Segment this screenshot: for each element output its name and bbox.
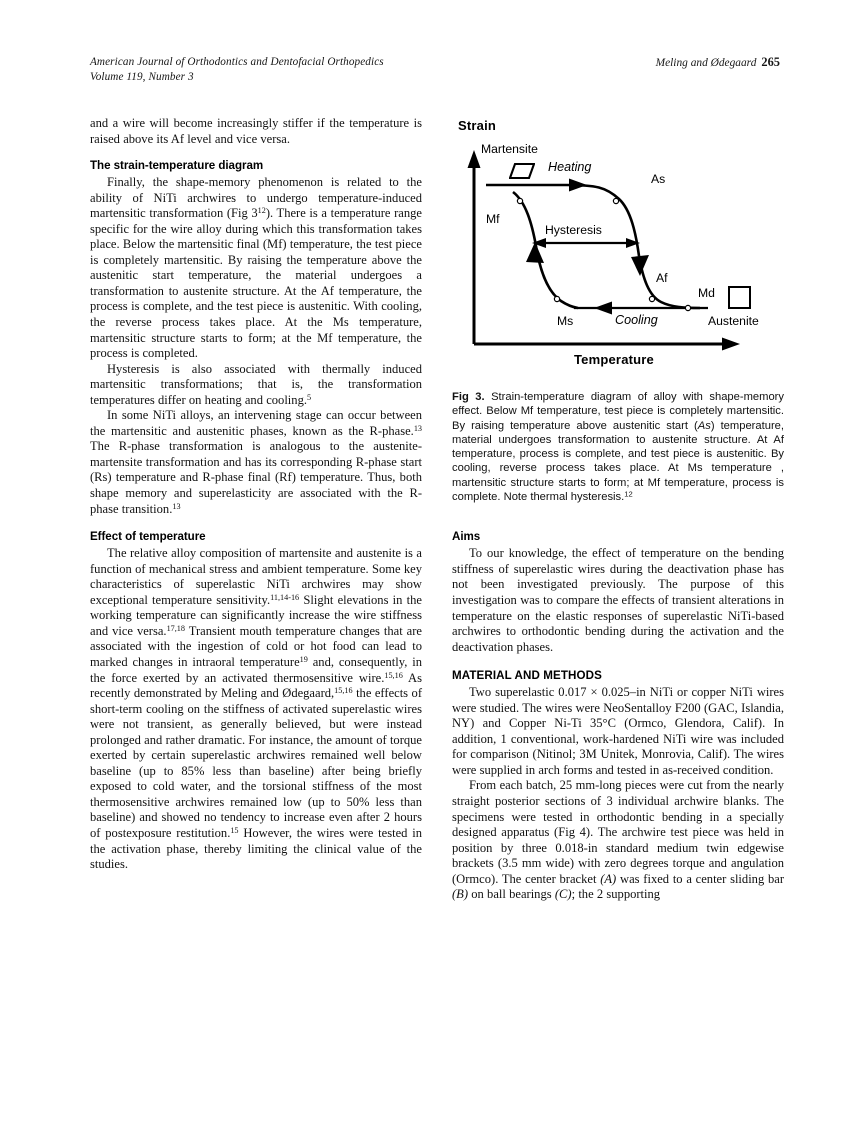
figure-3-caption	[452, 390, 784, 504]
para-temp-part-b: Slight elevations in the working temperature can significantly increase the wire stiffness and vice versa.	[90, 592, 422, 638]
label-heating: Heating	[548, 160, 592, 174]
right-branch-arrowhead	[631, 255, 649, 276]
figure-number: Fig 3.	[452, 391, 485, 403]
caption-part-b: ) temperature, material undergoes transformation to austenite structure. At Af temperature, process is complete, and test piece is austenitic. By cooling, reverse process takes place. At Ms temperature , martensitic structure starts to form; at Mf temperature, process is complete. Note thermal hysteresis.	[452, 419, 784, 504]
x-axis	[474, 338, 740, 351]
austenite-square-icon	[728, 286, 751, 309]
strain-temperature-diagram	[456, 116, 778, 374]
citation-12: 12	[257, 206, 266, 215]
y-axis-title: Strain	[458, 118, 497, 133]
para-temp-part-d: and, consequently, in the force exerted by an activated thermosensitive wire.	[90, 654, 422, 685]
running-head-authors	[656, 55, 780, 70]
citation-5: 5	[306, 392, 312, 402]
para-temp-part-e: As recently demonstrated by Meling and Ødegaard,	[90, 670, 423, 701]
caption-part-a: Strain-temperature diagram of alloy with shape-memory effect. Below Mf temperature, test piece is completely martensitic. By raising temperature above austenitic start (	[452, 391, 784, 432]
para-strain-part-a: Finally, the shape-memory phenomenon is related to the ability of NiTi archwires to undergo temperature-induced martensitic transformation (Fig 3	[90, 175, 422, 221]
para-hysteresis-text: Hysteresis is also associated with thermally induced martensitic transformations; that is, the transformation temperatures differ on heating and cooling.	[90, 361, 422, 407]
running-head	[90, 55, 780, 87]
running-head-journal	[90, 55, 384, 84]
label-mf: Mf	[486, 212, 500, 226]
citation-13-first: 13	[413, 423, 422, 433]
author-names: Meling and Ødegaard	[655, 57, 757, 69]
label-martensite: Martensite	[481, 142, 538, 156]
para-temp-part-f: the effects of short-term cooling on the stiffness of activated superelastic wires were not transient, as generally believed, but were instead prolonged and rather dramatic. For instance, the amount of torque exerted by certain superelastic archwires remained well below baseline (up to 85% less than baseline) after being briefly exposed to cold water, and the torsional stiffness of the most thermosensitive archwires remained low (up to 50% less than baseline) and showed no tendency to increase even after 2 hours of postexposure restitution.	[90, 686, 422, 840]
label-cooling: Cooling	[615, 313, 658, 327]
paragraph-hysteresis	[90, 362, 422, 409]
heading-material-and-methods: MATERIAL AND METHODS	[452, 669, 602, 683]
para-temp-part-c: Transient mouth temperature changes that are associated with the ingestion of cold or hot food can lead to marked changes in intraoral temperature	[90, 623, 422, 669]
citation-15: 15	[230, 825, 239, 835]
citation-19: 19	[299, 654, 308, 664]
para-strain-part-b: ). There is a temperature range specific for the wire alloy during which this transformation takes place. Below the martensitic final (Mf) temperature, the test piece is completely martensitic. By raising the temperature above the austenitic start temperature, the material undergoes a transformation to austenite structure. At the Af temperature, the process is complete, and the test piece is austenitic. With cooling, the reverse process takes place. At the Ms temperature, martensitic structure starts to form; at the Mf temperature, the process is completed.	[90, 206, 422, 361]
paragraph-material-1: Two superelastic 0.017 × 0.025–in NiTi or copper NiTi wires were studied. The wires were NeoSentalloy F200 (GAC, Islandia, NY) and Copper Ni-Ti 35°C (Ormco, Glendora, Calif). In addition, 1 conventional, work-hardened NiTi wire was included for comparison (Nitinol; 3M Unitek, Monrovia, Calif). The wires were supplied in arch forms and tested in as-received condition.	[452, 685, 784, 777]
cooling-curve-left	[513, 192, 578, 308]
label-md: Md	[698, 286, 715, 300]
para-rphase-part-b: The R-phase transformation is analogous to the austenite-martensite transformation and has its corresponding R-phase start (Rs) temperature and R-phase final (Rf) temperature. Thus, both shape memory and superelasticity are associated with the R-phase transition.	[90, 439, 422, 516]
para-temp-part-a: The relative alloy composition of martensite and austenite is a function of mechanical stress and ambient temperature. Some key characteristics of superelastic NiTi archwires may show exceptional temperature sensitivity.	[90, 546, 422, 607]
paragraph-aims: To our knowledge, the effect of temperature on the bending stiffness of superelastic wires during the deactivation phase has not been investigated previously. The purpose of this investigation was to compare the effects of transient alterations in temperature on the elastic responses of superelastic NiTi-based archwires to orthodontic bending during the activation and the deactivation phases.	[452, 546, 784, 654]
hysteresis-arrow	[532, 238, 640, 248]
label-af: Af	[656, 271, 668, 285]
para-material2-part-a: From each batch, 25 mm-long pieces were cut from the nearly straight posterior sections of 3 individual archwire blanks. The specimens were tested in orthodontic bending in a specially designed apparatus (Fig 4). The archwire test piece was held in position by three 0.018-in standard medium twin edgewise brackets (3.5 mm wide) with zero degrees torque and angulation (Ormco). The center bracket	[452, 778, 784, 886]
heating-curve-upper	[486, 185, 639, 256]
caption-citation-12: 12	[624, 489, 633, 499]
x-axis-title: Temperature	[574, 352, 654, 367]
left-column	[90, 116, 422, 873]
heating-arrowhead	[569, 179, 587, 192]
label-hysteresis: Hysteresis	[545, 223, 602, 237]
page-number: 265	[761, 55, 780, 69]
bracket-label-c: (C)	[554, 887, 572, 902]
citation-13-second: 13	[172, 501, 181, 511]
paragraph-strain-temperature	[90, 175, 422, 362]
label-ms: Ms	[557, 314, 574, 328]
heading-effect-of-temperature: Effect of temperature	[90, 530, 206, 544]
heating-curve-right-descend	[639, 256, 700, 308]
paragraph-effect-of-temperature	[90, 546, 422, 872]
citation-17-18: 17,18	[166, 623, 185, 633]
citation-11-14-16: 11,14-16	[270, 592, 300, 602]
bracket-label-b: (B)	[452, 887, 469, 902]
para-material2-part-b: was fixed to a center sliding bar	[616, 871, 785, 886]
curve-point-markers	[517, 198, 690, 310]
caption-as-italic: As	[697, 419, 711, 432]
para-material2-part-d: ; the 2 supporting	[571, 887, 661, 902]
martensite-rhombus-icon	[509, 162, 535, 180]
label-austenite: Austenite	[708, 314, 759, 328]
paragraph-rphase	[90, 408, 422, 517]
label-as: As	[651, 172, 666, 186]
volume-issue: Volume 119, Number 3	[90, 70, 194, 83]
citation-15-16-first: 15,16	[384, 670, 403, 680]
para-material2-part-c: on ball bearings	[468, 887, 555, 902]
citation-15-16-second: 15,16	[334, 685, 353, 695]
heading-aims: Aims	[452, 530, 481, 544]
bracket-label-a: (A)	[600, 871, 617, 886]
para-rphase-part-a: In some NiTi alloys, an intervening stage can occur between the martensitic and austenitic phases, known as the R-phase.	[90, 408, 422, 438]
para-temp-part-g: However, the wires were tested in the activation phase, thereby limiting the clinical value of the studies.	[90, 825, 422, 872]
paragraph-material-2	[452, 778, 784, 902]
figure-3	[452, 116, 784, 504]
y-axis	[468, 150, 481, 344]
right-column	[452, 116, 784, 903]
cooling-arrowhead	[594, 302, 612, 315]
paragraph-continued: and a wire will become increasingly stiffer if the temperature is raised above its Af level and vice versa.	[90, 116, 422, 146]
journal-title: American Journal of Orthodontics and Dentofacial Orthopedics	[90, 56, 384, 68]
heading-strain-temperature-diagram: The strain-temperature diagram	[90, 159, 264, 173]
